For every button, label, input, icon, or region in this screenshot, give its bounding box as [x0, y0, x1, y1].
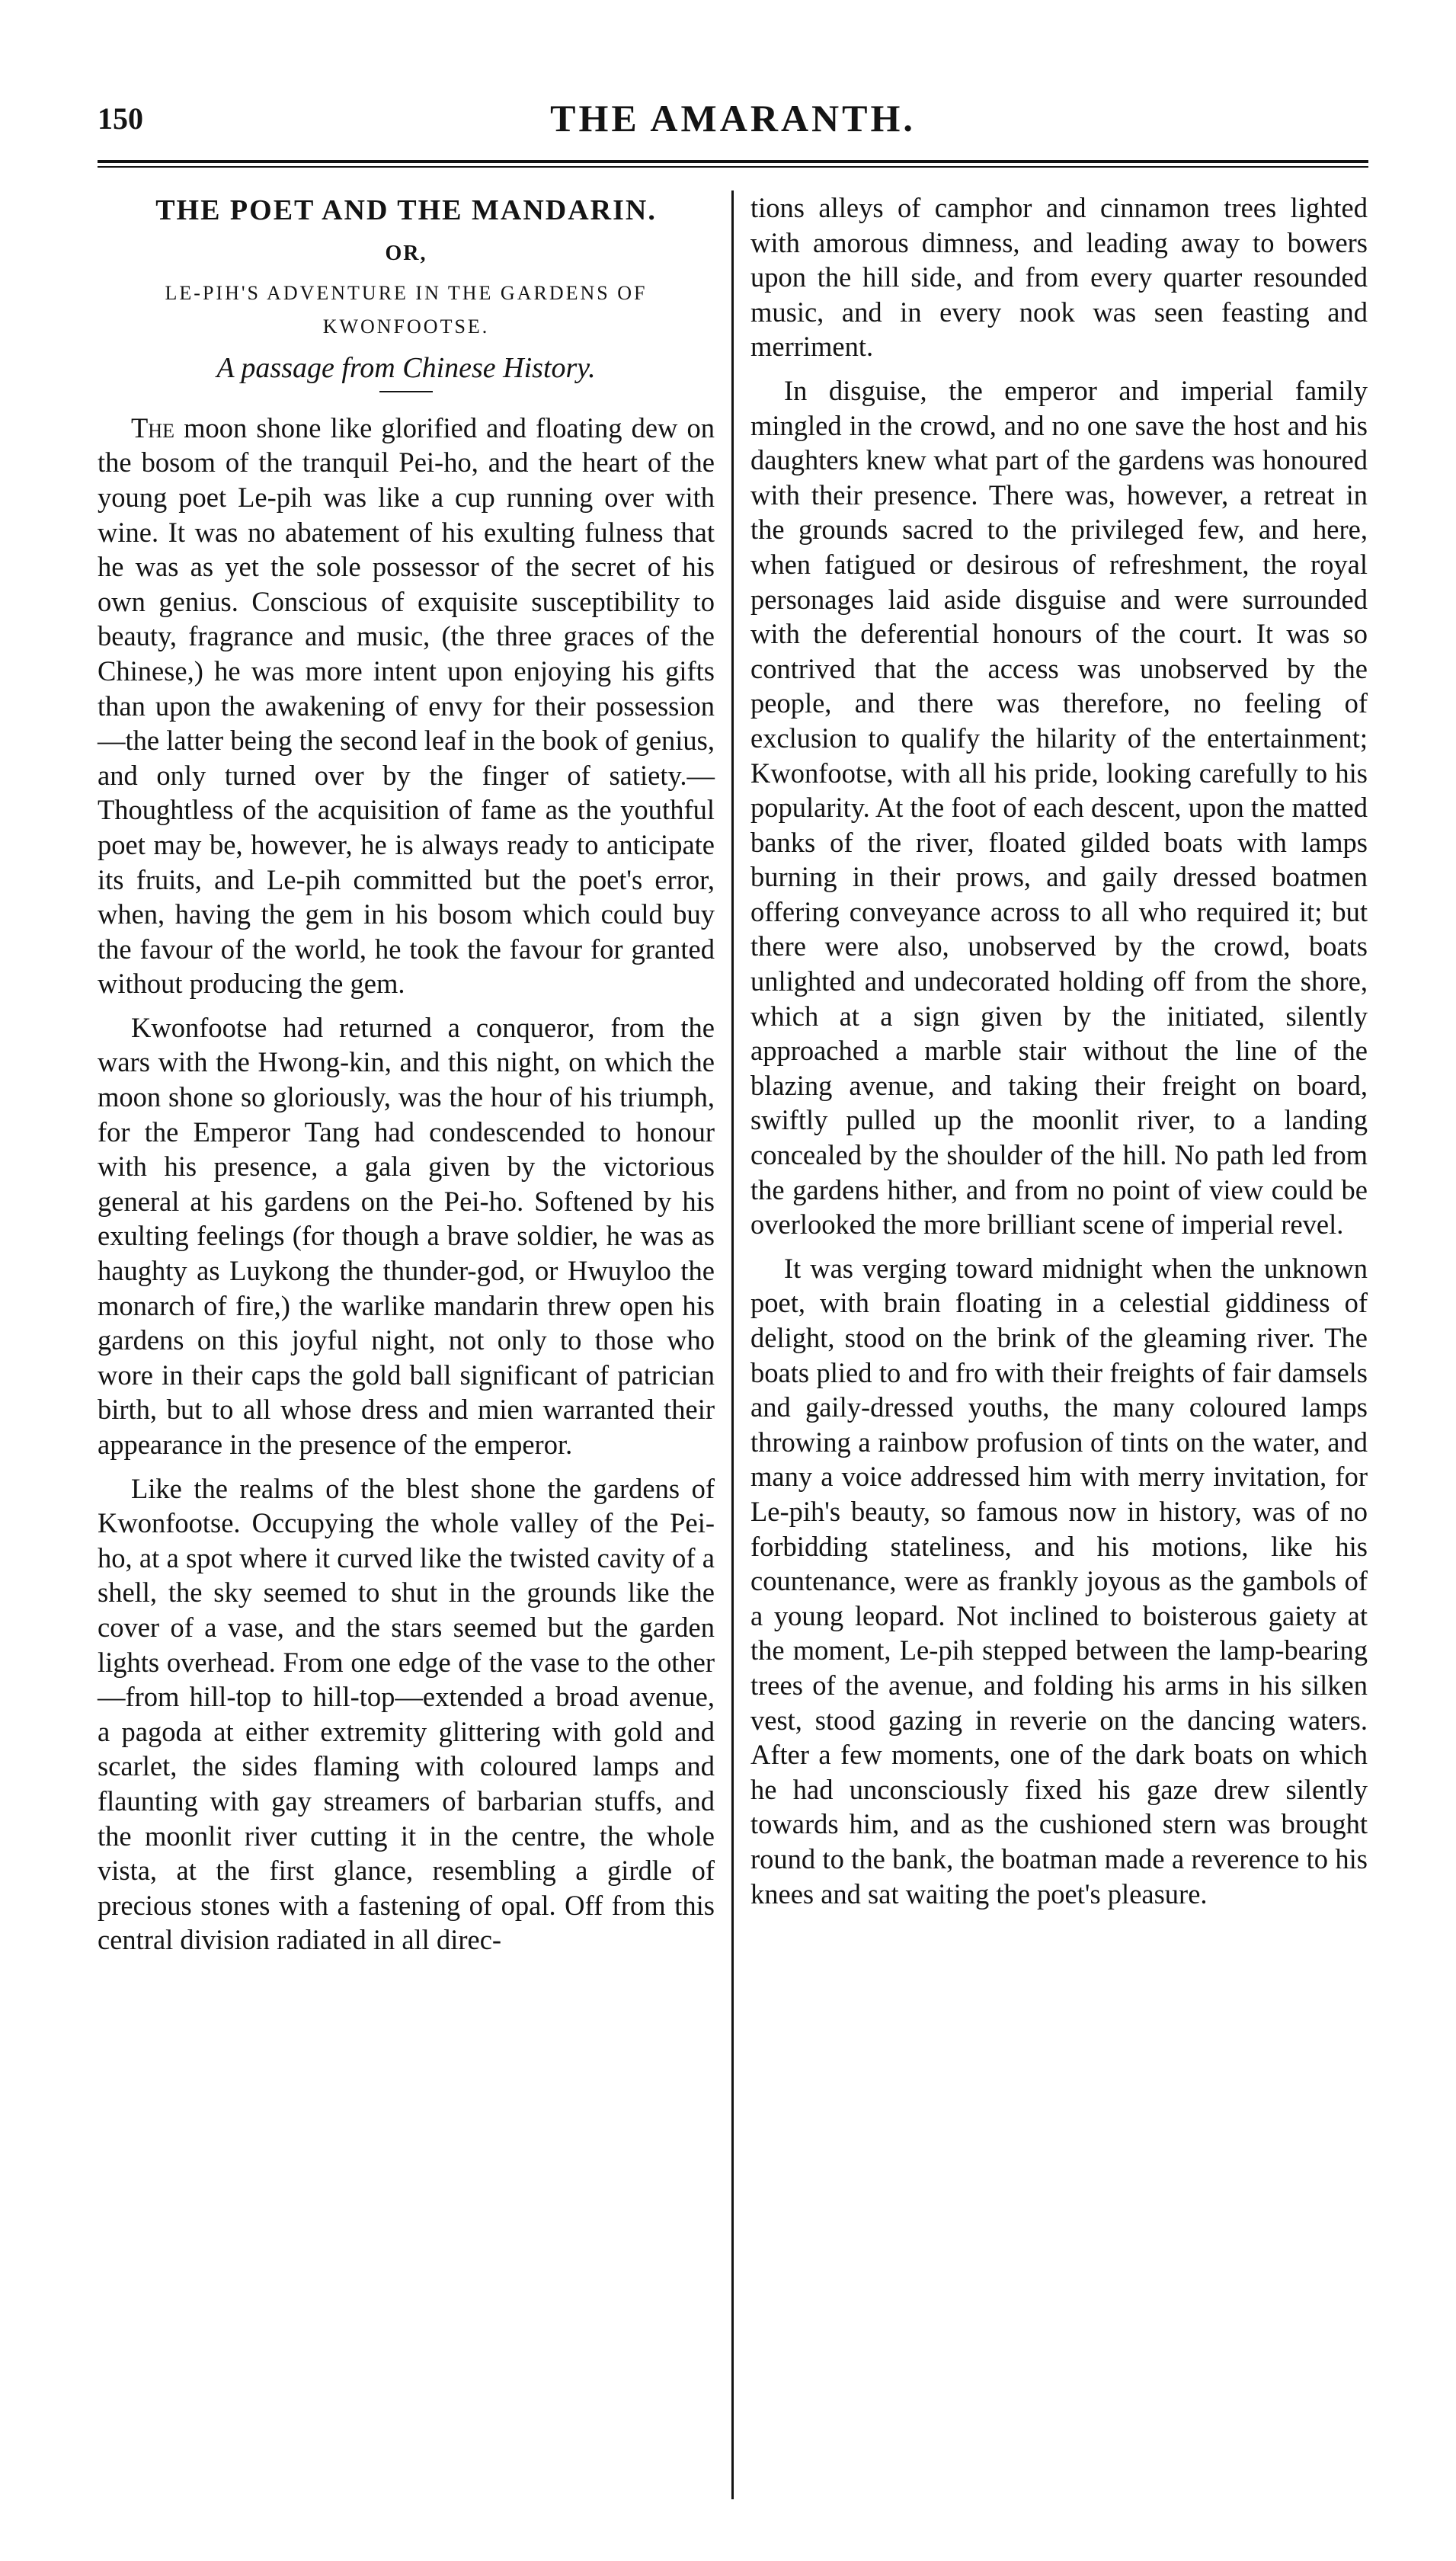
journal-title: THE AMARANTH. — [550, 97, 916, 139]
title-rule — [379, 391, 433, 392]
right-column — [734, 190, 1368, 2499]
article-or: OR, — [385, 241, 427, 265]
page-number: 150 — [98, 101, 143, 136]
text-columns — [98, 190, 1368, 2499]
paragraph-2: Kwonfootse had returned a conqueror, from the wars with the Hwong-kin, and this night, on which the moon shone so gloriously, was the hour of his triumph, for the Emperor Tang had condescended to honour with his presence, a gala given by the victorious general at his gardens on the Pei-ho. Softened by his exulting feelings (for though a brave soldier, he was as haughty as Luykong the thunder-god, or Hwuyloo the monarch of fire,) the warlike mandarin threw open his gardens on this joyful night, not only to those who wore in their caps the gold ball significant of patrician birth, but to all whose dress and mien warranted their appearance in the presence of the emperor. — [98, 1011, 715, 1460]
paragraph-3-continued: tions alleys of camphor and cinnamon trees lighted with amorous dimness, and leading away to bowers upon the hill side, and from every quarter resounded music, and in every nook was seen feasting and merriment. — [750, 192, 1368, 363]
running-head — [98, 90, 1368, 151]
article-title: THE POET AND THE MANDARIN. — [155, 194, 657, 226]
paragraph-4: In disguise, the emperor and imperial family mingled in the crowd, and no one save the host and his daughters knew what part of the gardens was honoured with their presence. There was, however, a retreat in the grounds sacred to the privileged few, and here, when fatigued or desirous of refreshment, the royal personages laid aside disguise and were surrounded with the deferential honours of the court. It was so contrived that the access was unobserved by the people, and there was therefore, no feeling of exclusion to qualify the hilarity of the entertainment; Kwonfootse, with all his pride, looking carefully to his popularity. At the foot of each descent, upon the matted banks of the river, floated gilded boats with lamps burning in their prows, and gaily dressed boatmen offering conveyance across to all who required it; but there were also, unobserved by the crowd, boats unlighted and undecorated holding off from the shore, which at a sign given by the initiated, silently approached a marble stair without the line of the blazing avenue, and taking their freight on board, swiftly pulled up the moonlit river, to a landing concealed by the shoulder of the hill. No path led from the gardens hither, and from no point of view could be overlooked the more brilliant scene of imperial revel. — [750, 374, 1368, 1240]
article-tagline: A passage from Chinese History. — [216, 352, 596, 385]
drop-word: The — [131, 411, 174, 443]
paragraph-3-start: Like the realms of the blest shone the gardens of Kwonfootse. Occupying the whole valley of the Pei-ho, at a spot where it curved like the twisted cavity of a shell, the sky seemed to shut in the grounds like the cover of a vase, and the stars seemed but the garden lights overhead. From one edge of the vase to the other—from hill-top to hill-top—extended a broad avenue, a pagoda at either extremity glittering with gold and scarlet, the sides flaming with coloured lamps and flaunting with gay streamers of barbarian stuffs, and the moonlit river cutting it in the centre, the whole vista, at the first glance, resembling a girdle of precious stones with a fastening of opal. Off from this central division radiated in all direc- — [98, 1472, 715, 1956]
header-rule — [98, 160, 1368, 168]
article-subtitle: LE-PIH'S ADVENTURE IN THE GARDENS OF KWONFOOTSE. — [165, 282, 648, 338]
left-column — [98, 190, 731, 2499]
paragraph-1 — [98, 411, 715, 1001]
paragraph-5: It was verging toward midnight when the unknown poet, with brain floating in a celestial giddiness of delight, stood on the brink of the gleaming river. The boats plied to and fro with their freights of fair damsels and gaily-dressed youths, the many coloured lamps throwing a rainbow profusion of tints on the water, and many a voice addressed him with merry invitation, for Le-pih's beauty, so famous now in history, was of no forbidding stateliness, and his motions, like his countenance, were as frankly joyous as the gambols of a young leopard. Not inclined to boisterous gaiety at the moment, Le-pih stepped between the lamp-bearing trees of the avenue, and folding his arms in his silken vest, stood gazing in reverie on the dancing waters. After a few moments, one of the dark boats on which he had unconsciously fixed his gaze drew silently towards him, and as the cushioned stern was brought round to the bank, the boatman made a reverence to his knees and sat waiting the poet's pleasure. — [750, 1252, 1368, 1910]
page — [98, 90, 1368, 2528]
paragraph-1-text: moon shone like glorified and floating dew on the bosom of the tranquil Pei-ho, and the heart of the young poet Le-pih was like a cup running over with wine. It was no abatement of his exulting fulness that he was as yet the sole possessor of the secret of his own genius. Conscious of exquisite susceptibility to beauty, fragrance and music, (the three graces of the Chinese,) he was more intent upon enjoying his gifts than upon the awakening of envy for their possession—the latter being the second leaf in the book of genius, and only turned over by the finger of satiety.—Thoughtless of the acquisition of fame as the youthful poet may be, however, he is always ready to anticipate its fruits, and Le-pih committed but the poet's error, when, having the gem in his bosom which could buy the favour of the world, he took the favour for granted without producing the gem. — [98, 411, 715, 1000]
